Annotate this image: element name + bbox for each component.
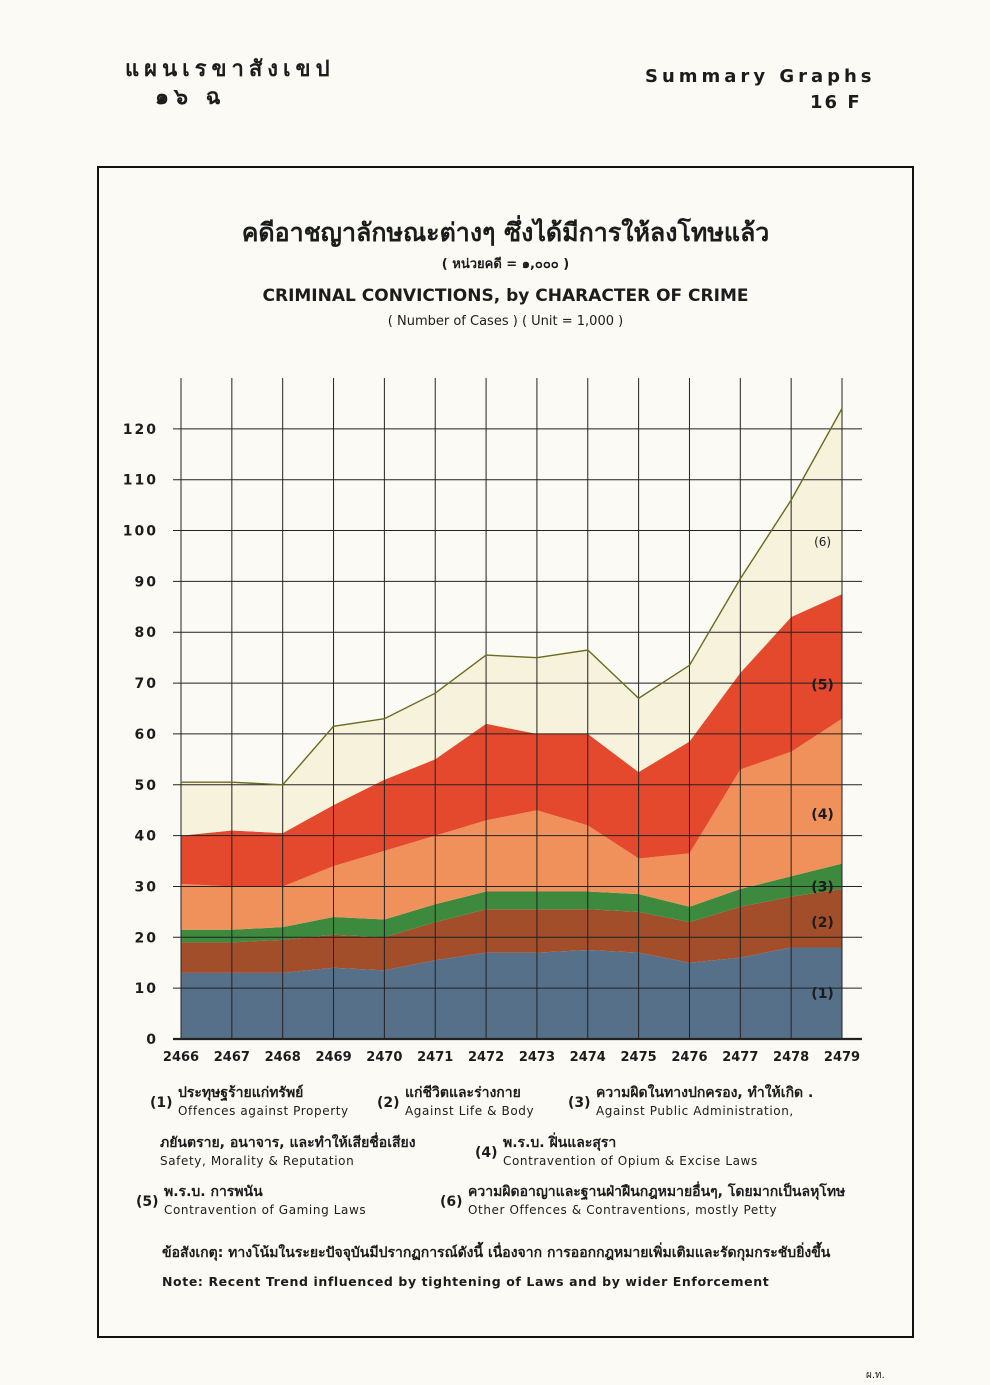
header-number-english: 16 F	[810, 92, 862, 113]
y-tick-label: 10	[134, 981, 158, 998]
legend-item-1	[150, 1084, 349, 1120]
y-tick-label: 100	[122, 523, 158, 540]
legend-label-thai-3: ความผิดในทางปกครอง, ทำให้เกิด .	[596, 1085, 814, 1101]
chart-subtitle: ( Number of Cases ) ( Unit = 1,000 )	[387, 314, 624, 329]
chart-unit-thai: ( หน่วยคดี = ๑,๐๐๐ )	[441, 257, 570, 272]
series-label-3: (3)	[811, 879, 834, 896]
y-tick-label: 80	[134, 625, 158, 642]
legend-number-4: (4)	[475, 1145, 498, 1161]
series-label-5: (5)	[811, 677, 834, 694]
x-tick-label: 2471	[417, 1050, 454, 1065]
x-tick-label: 2470	[366, 1050, 403, 1065]
y-tick-label: 20	[134, 930, 158, 947]
y-tick-label: 0	[146, 1032, 158, 1048]
note-english: Note: Recent Trend influenced by tightening of Laws and by wider Enforcement	[162, 1274, 770, 1289]
legend-label-thai-3b: ภยันตราย, อนาจาร, และทำให้เสียชื่อเสียง	[160, 1135, 416, 1151]
series-label-6: (6)	[814, 534, 832, 549]
legend-label-thai-1: ประทุษฐร้ายแก่ทรัพย์	[178, 1085, 304, 1101]
x-tick-label: 2476	[671, 1050, 708, 1065]
legend-item-2	[377, 1084, 535, 1120]
series-label-1: (1)	[811, 986, 834, 1003]
x-tick-label: 2472	[467, 1050, 505, 1065]
legend-label-thai-4: พ.ร.บ. ฝิ่นและสุรา	[503, 1135, 617, 1151]
legend-label-thai-6: ความผิดอาญาและฐานฝ่าฝืนกฎหมายอื่นๆ, โดยมากเป็นลหุโทษ	[468, 1184, 846, 1200]
y-tick-label: 120	[122, 421, 158, 438]
x-tick-label: 2466	[162, 1050, 200, 1065]
series-label-4: (4)	[811, 807, 834, 824]
legend-number-2: (2)	[377, 1095, 400, 1111]
x-tick-label: 2475	[620, 1050, 657, 1065]
x-tick-label: 2479	[823, 1050, 861, 1065]
legend-label-6: Other Offences & Contraventions, mostly Petty	[468, 1203, 778, 1217]
chart-note	[162, 1244, 902, 1289]
legend-item-4	[475, 1134, 758, 1170]
legend-item-3-continued	[160, 1134, 416, 1170]
chart-title: CRIMINAL CONVICTIONS, by CHARACTER OF CRIME	[262, 286, 749, 306]
legend-label-5: Contravention of Gaming Laws	[164, 1203, 367, 1217]
y-tick-label: 60	[134, 726, 158, 743]
y-tick-label: 110	[122, 472, 158, 489]
legend-item-5	[136, 1183, 367, 1219]
legend-label-4: Contravention of Opium & Excise Laws	[503, 1154, 758, 1168]
y-tick-label: 50	[134, 777, 158, 794]
legend-item-6	[440, 1183, 846, 1219]
legend-item-3	[568, 1084, 814, 1120]
legend-number-3: (3)	[568, 1095, 591, 1111]
x-tick-label: 2474	[569, 1050, 606, 1065]
x-tick-label: 2469	[315, 1050, 352, 1065]
x-tick-label: 2478	[773, 1050, 810, 1065]
legend-label-thai-2: แก่ชีวิตและร่างกาย	[405, 1085, 521, 1101]
note-thai: ข้อสังเกตุ: ทางโน้มในระยะปัจจุบันมีปรากฏการณ์ดังนี้ เนื่องจาก การออกกฎหมายเพิ่มเติมและรัดกุมกระชับยิ่งขึ้น	[162, 1245, 831, 1261]
chart-title-thai: คดีอาชญาลักษณะต่างๆ ซึ่งได้มีการให้ลงโทษแล้ว	[241, 218, 770, 247]
y-tick-label: 30	[134, 879, 158, 896]
legend-number-6: (6)	[440, 1194, 463, 1210]
x-tick-label: 2473	[518, 1050, 556, 1065]
legend-label-2: Against Life & Body	[405, 1104, 535, 1118]
footer-initials: ผ.ท.	[866, 1370, 885, 1381]
legend-label-1: Offences against Property	[178, 1104, 349, 1118]
y-tick-label: 90	[134, 574, 158, 591]
header-title-english: Summary Graphs	[645, 66, 876, 87]
header-title-thai: แผนเรขาสังเขป	[125, 57, 335, 82]
series-label-2: (2)	[811, 915, 834, 932]
header-number-thai: ๑๖ ฉ	[155, 85, 226, 110]
legend-label-thai-5: พ.ร.บ. การพนัน	[164, 1184, 263, 1200]
x-tick-label: 2477	[722, 1050, 759, 1065]
x-tick-label: 2467	[213, 1050, 250, 1065]
legend-label-3: Against Public Administration,	[596, 1104, 794, 1118]
y-tick-label: 70	[134, 676, 158, 693]
y-tick-label: 40	[134, 828, 158, 845]
legend-number-5: (5)	[136, 1194, 159, 1210]
legend-label-3b: Safety, Morality & Reputation	[160, 1154, 355, 1168]
x-tick-label: 2468	[264, 1050, 301, 1065]
legend-number-1: (1)	[150, 1095, 173, 1111]
